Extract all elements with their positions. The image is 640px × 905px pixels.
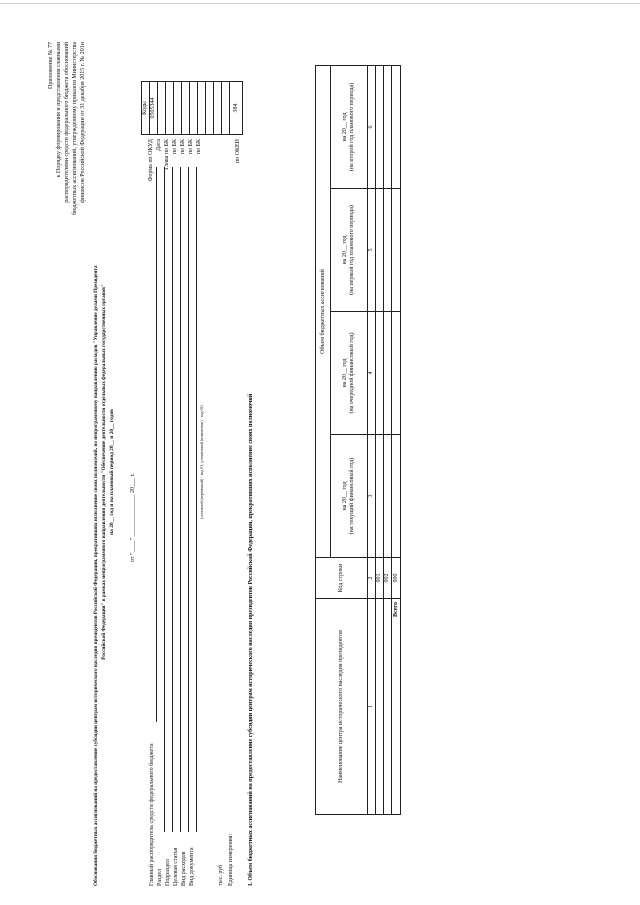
row-code: 001 <box>376 558 384 599</box>
code-cell <box>222 82 230 135</box>
document-title: Обоснования бюджетных ассигнований на предоставление субсидии центрам исторического наследия президентов Российской Федерации, прекративших исполнение своих полномочий, по непрограммному направлению расходов "Управление делами Президента <box>93 265 99 886</box>
field-underline <box>156 167 157 722</box>
total-value <box>392 189 401 312</box>
appendix-line: к Порядку формирования и представления главными <box>56 42 62 178</box>
row-value <box>384 435 392 558</box>
code-okud: 0505344 <box>150 82 158 135</box>
field-label-target: Целевая статья <box>173 847 179 886</box>
codes-table <box>141 81 243 135</box>
col-number: 3 <box>368 435 376 558</box>
col-number: 6 <box>368 66 376 189</box>
label-bk: по БК <box>196 139 202 155</box>
total-value <box>392 435 401 558</box>
row-value <box>376 66 384 189</box>
field-underline <box>172 167 173 832</box>
field-underline <box>188 167 189 832</box>
row-name <box>384 599 392 815</box>
period-note: (на текущий финансовый год) <box>349 457 355 535</box>
total-row <box>392 66 401 815</box>
table-row <box>384 66 392 815</box>
label-okud: Форма по ОКУД <box>148 139 154 182</box>
field-label-doc-type: Вид документа <box>189 847 195 886</box>
appendix-line: распорядителями средств федерального бюджета обоснований <box>64 42 70 203</box>
field-label-vid-rashodov: Вид расходов <box>181 851 187 886</box>
document-title-period: на 20__ год и на плановый период 20__ и 20__ годов <box>109 409 115 535</box>
code-cell <box>166 82 174 135</box>
appendix-line: бюджетных ассигнований, утвержденному приказом Министерства <box>72 42 78 215</box>
period-year: на 20__ год <box>342 358 348 388</box>
label-glava: Глава по БК <box>164 139 170 170</box>
header-group: Объем бюджетных ассигнований <box>316 66 331 558</box>
appendix-line: финансов Российской Федерации от 31 декабря 2015 г. № 201н <box>80 42 86 203</box>
row-value <box>376 312 384 435</box>
field-label-podrazdel: Подраздел <box>165 859 171 886</box>
header-period-1 <box>331 435 368 558</box>
unit-label: Единица измерения: <box>228 833 234 886</box>
doc-type-hint: (основной (первичный) - код 01, уточненный (изменения) - код 02) <box>199 405 204 519</box>
period-note: (на второй год планового периода) <box>349 82 355 172</box>
label-date: Дата <box>156 139 162 151</box>
code-cell <box>206 82 214 135</box>
col-number: 2 <box>368 558 376 599</box>
code-cell <box>182 82 190 135</box>
header-period-3 <box>331 189 368 312</box>
row-value <box>376 435 384 558</box>
label-bk: по БК <box>172 139 178 155</box>
row-value <box>384 312 392 435</box>
total-value <box>392 66 401 189</box>
rotated-form-page <box>40 12 600 892</box>
row-value <box>376 189 384 312</box>
period-note: (на очередной финансовый год) <box>349 332 355 414</box>
date-line: от "____" ______________ 20___ г. <box>130 473 136 562</box>
label-okei: по ОКЕИ <box>235 139 241 164</box>
period-year: на 20__ год <box>342 481 348 511</box>
appendix-line: Приложение № 77 <box>48 42 54 89</box>
code-cell <box>214 82 222 135</box>
field-underline <box>164 167 165 832</box>
row-value <box>384 189 392 312</box>
budget-table <box>315 65 401 815</box>
code-cell <box>174 82 182 135</box>
period-year: на 20__ год <box>342 112 348 142</box>
field-underline <box>196 167 197 832</box>
period-note: (на первый год планового периода) <box>349 205 355 295</box>
code-cell <box>158 82 166 135</box>
section-heading: I. Объем бюджетных ассигнований на предоставление субсидии центрам исторического наследия президентов Российской Федерации, прекративших исполнение своих полномочий <box>248 393 254 886</box>
scan-top-line <box>0 3 640 4</box>
period-year: на 20__ год <box>342 235 348 265</box>
row-code: 002 <box>384 558 392 599</box>
header-name: Наименование центра исторического наследия президентов <box>316 599 368 815</box>
codes-header: Коды <box>142 82 150 135</box>
unit-value: тыс. руб <box>218 864 224 886</box>
total-value <box>392 312 401 435</box>
row-name <box>376 599 384 815</box>
code-okei: 384 <box>230 82 243 135</box>
code-cell <box>198 82 206 135</box>
code-cell <box>190 82 198 135</box>
field-underline <box>180 167 181 832</box>
row-value <box>384 66 392 189</box>
total-code: 900 <box>392 558 401 599</box>
label-bk: по БК <box>180 139 186 155</box>
col-number: 1 <box>368 599 376 815</box>
col-number: 4 <box>368 312 376 435</box>
field-label-gprbs: Главный распорядитель средств федерального бюджета <box>149 743 155 886</box>
field-label-razdel: Раздел <box>157 869 163 886</box>
header-code: Код строки <box>316 558 368 599</box>
document-title: Российской Федерации" в рамках непрограммного направления деятельности "Обеспечение деятельности отдельных федеральных государственных органов" <box>101 284 107 660</box>
header-period-4 <box>331 66 368 189</box>
table-row <box>376 66 384 815</box>
total-label: Всего <box>392 599 401 815</box>
header-period-2 <box>331 312 368 435</box>
label-bk: по БК <box>188 139 194 155</box>
col-number: 5 <box>368 189 376 312</box>
